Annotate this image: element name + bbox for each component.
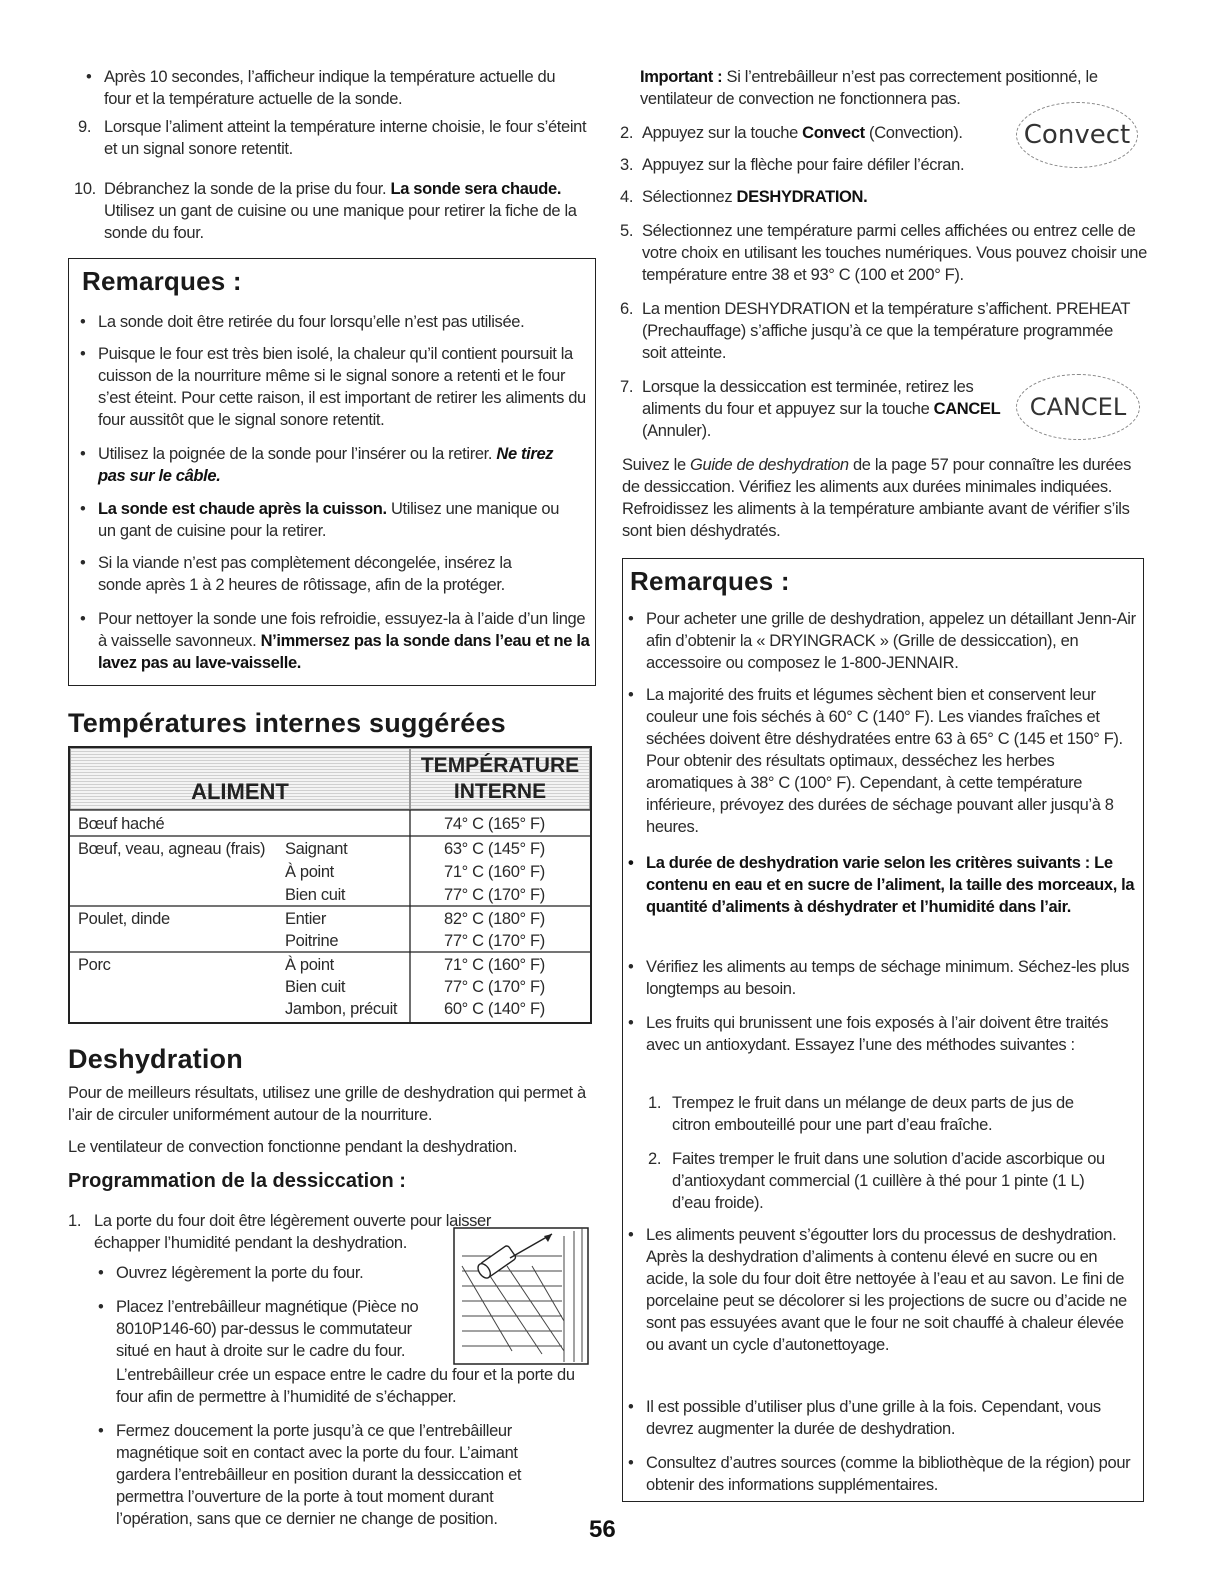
temperatures-heading: Températures internes suggérées: [68, 708, 506, 738]
method-1-text: Trempez le fruit dans un mélange de deux parts de jus de citron embouteillé pour une part d’eau fraîche.: [672, 1094, 1074, 1134]
remarks-title-right: Remarques :: [630, 566, 790, 596]
intro-bullet: • Après 10 secondes, l’afficheur indique la température actuelle du four et la température actuelle de la sonde.: [104, 66, 574, 110]
right-step-4-key: DESHYDRATION.: [736, 188, 868, 206]
method-1-number: 1.: [648, 1094, 662, 1112]
remark-left-1: • La sonde doit être retirée du four lorsqu’elle n’est pas utilisée.: [98, 311, 588, 333]
right-step-6-number: 6.: [620, 300, 634, 318]
step-10-text-c: Utilisez un gant de cuisine ou une manique pour retirer la fiche de la sonde du four.: [104, 202, 577, 242]
right-step-7-text-a: Lorsque la dessiccation est terminée, retirez les aliments du four et appuyez sur la touche: [642, 378, 974, 418]
remarks-title-left: Remarques :: [82, 266, 242, 296]
remark-left-4-b: Utilisez une manique ou un gant de cuisine pour la retirer.: [98, 500, 560, 540]
programming-heading: Programmation de la dessiccation :: [68, 1170, 406, 1192]
right-step-7-number: 7.: [620, 378, 634, 396]
remark-right-1: • Pour acheter une grille de deshydration, appelez un détaillant Jenn-Air afin d’obtenir la « DRYINGRACK » (Grille de dessiccation), en accessoire ou composez le 1-800-JENNAIR.: [646, 608, 1136, 674]
table-cut-4a: À point: [285, 956, 334, 974]
table-cut-2c: Bien cuit: [285, 886, 346, 904]
right-step-4-text-a: Sélectionnez: [642, 188, 733, 206]
page-number: 56: [589, 1516, 616, 1543]
remark-right-3: • La durée de deshydration varie selon les critères suivants : Le contenu en eau et en sucre de l’aliment, la taille des morceaux, la quantité d’aliments à déshydrater et l’humidité dans l’air.: [646, 852, 1136, 918]
remark-left-4-a: La sonde est chaude après la cuisson.: [98, 500, 387, 518]
table-food-2: Bœuf, veau, agneau (frais): [78, 840, 266, 858]
table-cut-2a: Saignant: [285, 840, 348, 858]
remark-right-5-method-1: [648, 1092, 1112, 1136]
right-step-6: [620, 298, 1132, 364]
table-temp-2c: 77° C (170° F): [444, 886, 545, 904]
right-step-4-number: 4.: [620, 188, 634, 206]
step-10-warning: La sonde sera chaude.: [390, 180, 562, 198]
guide-title: Guide de deshydration: [690, 456, 849, 474]
method-2-number: 2.: [648, 1150, 662, 1168]
table-temp-3a: 82° C (180° F): [444, 910, 545, 928]
table-temp-2b: 71° C (160° F): [444, 863, 545, 881]
right-step-7-text-c: (Annuler).: [642, 422, 711, 440]
remark-right-2: • La majorité des fruits et légumes sèchent bien et conservent leur couleur une fois séchés à 60° C (140° F). Les viandes fraîches et séchées doivent être déshydratées entre 63 à 65° C (145 et 150° F). Pour obtenir des résultats optimaux, desséchez les herbes aromatiques à 38° C (100° F). Cependant, à cette température inférieure, prévoyez des durées de séchage pouvant aller jusqu’à 8 heures.: [646, 684, 1136, 838]
right-step-2-text-a: Appuyez sur la touche: [642, 124, 798, 142]
method-2-text: Faites tremper le fruit dans une solution d’acide ascorbique ou d’antioxydant commercial (1 cuillère à thé pour 1 pinte (1 L) d’eau froide).: [672, 1150, 1105, 1212]
important-text: Si l’entrebâilleur n’est pas correctement positionné, le ventilateur de convection ne fonctionnera pas.: [640, 68, 1098, 108]
table-cut-4c: Jambon, précuit: [285, 1000, 398, 1018]
remark-right-5: • Les fruits qui brunissent une fois exposés à l’air doivent être traités avec un antioxydant. Essayez l’une des méthodes suivantes :: [646, 1012, 1116, 1056]
guide-text-c: de la page 57 pour connaître les durées de dessiccation. Vérifiez les aliments aux durées minimales indiquées. Refroidissez les aliments à la température ambiante avant de vérifier s’ils sont bien déshydratés.: [622, 456, 1132, 540]
table-cut-3a: Entier: [285, 910, 327, 928]
table-food-3: Poulet, dinde: [78, 910, 170, 928]
step-10-number: 10.: [74, 180, 96, 198]
right-step-7-key: CANCEL: [933, 400, 1001, 418]
right-step-3: [620, 154, 1002, 176]
right-step-5-text: Sélectionnez une température parmi celles affichées ou entrez celle de votre choix en utilisant les touches numériques. Vous pouvez choisir une température entre 38 et 93° C (100 et 200° F).: [642, 222, 1147, 284]
right-step-2-number: 2.: [620, 124, 634, 142]
remark-right-6: • Les aliments peuvent s’égoutter lors du processus de deshydration. Après la deshydration d’aliments à contenu élevé en sucre ou en acide, la sole du four doit être nettoyée à l’eau et au savon. Le fini de porcelaine peut se décolorer si les projections de sucre ou d’acide ne sont pas essuyées avant que le four ne soit chauffé à chaleur élevée ou avant un cycle d’autonettoyage.: [646, 1224, 1136, 1356]
remark-left-3-b: Ne tirez pas sur le câble.: [98, 445, 554, 485]
step-9-text: Lorsque l’aliment atteint la température interne choisie, le four s’éteint et un signal sonore retentit.: [104, 118, 587, 158]
prog-step-1-text: La porte du four doit être légèrement ouverte pour laisser échapper l’humidité pendant la deshydration.: [94, 1212, 492, 1252]
remark-left-3-a: Utilisez la poignée de la sonde pour l’insérer ou la retirer.: [98, 445, 493, 463]
remark-left-5: • Si la viande n’est pas complètement décongelée, insérez la sonde après 1 à 2 heures de rôtissage, afin de la protéger.: [98, 552, 558, 596]
remark-left-6-b: N’immersez pas la sonde dans l’eau et ne la lavez pas au lave-vaisselle.: [98, 632, 590, 672]
right-step-2: [620, 122, 1002, 144]
right-step-3-text: Appuyez sur la flèche pour faire défiler l’écran.: [642, 156, 965, 174]
guide-text-a: Suivez le: [622, 456, 686, 474]
table-temp-4a: 71° C (160° F): [444, 956, 545, 974]
table-food-1: Bœuf haché: [78, 815, 165, 833]
remark-left-2: • Puisque le four est très bien isolé, la chaleur qu’il contient poursuit la cuisson de la nourriture même si le signal sonore a retenti et le four s’est éteint. Pour cette raison, il est important de retirer les aliments du four aussitôt que le signal sonore retentit.: [98, 343, 590, 431]
table-header-temp-line2: INTERNE: [453, 780, 547, 803]
table-cut-4b: Bien cuit: [285, 978, 346, 996]
table-header-aliment: ALIMENT: [70, 748, 410, 810]
prog-bullet-2-continued: L’entrebâilleur crée un espace entre le cadre du four et la porte du four afin de permettre à l’humidité de s’échapper.: [116, 1366, 575, 1406]
remark-right-5-method-2: [648, 1148, 1112, 1214]
right-step-3-number: 3.: [620, 156, 634, 174]
right-step-5: [620, 220, 1152, 286]
important-label: Important :: [640, 68, 723, 86]
dehydration-paragraph-1: Pour de meilleurs résultats, utilisez une grille de deshydration qui permet à l’air de circuler uniformément autour de la nourriture.: [68, 1084, 586, 1124]
right-step-7: [620, 376, 1002, 442]
prog-bullet-3: • Fermez doucement la porte jusqu’à ce que l’entrebâilleur magnétique soit en contact avec la porte du four. L’aimant gardera l’entrebâilleur en position durant la dessiccation et permettra l’ouverture de la porte à tout moment durant l’opération, sans que ce dernier ne change de position.: [116, 1420, 566, 1530]
table-food-4: Porc: [78, 956, 111, 974]
convect-key-icon: Convect: [1016, 102, 1138, 168]
remark-right-8: • Consultez d’autres sources (comme la bibliothèque de la région) pour obtenir des informations supplémentaires.: [646, 1452, 1136, 1496]
table-temp-4c: 60° C (140° F): [444, 1000, 545, 1018]
dehydration-paragraph-2: Le ventilateur de convection fonctionne pendant la deshydration.: [68, 1138, 518, 1156]
prog-bullet-1: • Ouvrez légèrement la porte du four.: [116, 1262, 446, 1284]
right-step-6-text: La mention DESHYDRATION et la température s’affichent. PREHEAT (Prechauffage) s’affiche jusqu’à ce que la température programmée soit atteinte.: [642, 300, 1130, 362]
prog-bullet-2: • Placez l’entrebâilleur magnétique (Pièce no 8010P146-60) par-dessus le commutateur situé en haut à droite sur le cadre du four.: [116, 1296, 446, 1362]
table-cut-3b: Poitrine: [285, 932, 339, 950]
dehydration-heading: Deshydration: [68, 1044, 243, 1074]
cancel-key-icon: CANCEL: [1016, 374, 1140, 440]
table-temp-4b: 77° C (170° F): [444, 978, 545, 996]
step-9-number: 9.: [78, 118, 92, 136]
right-step-4: [620, 186, 1042, 208]
prog-step-1-number: 1.: [68, 1212, 82, 1230]
right-step-2-key: Convect: [802, 124, 865, 142]
door-latch-illustration: [452, 1226, 592, 1368]
step-10-text-a: Débranchez la sonde de la prise du four.: [104, 180, 387, 198]
table-temp-3b: 77° C (170° F): [444, 932, 545, 950]
remark-right-4: • Vérifiez les aliments au temps de séchage minimum. Séchez-les plus longtemps au besoin.: [646, 956, 1136, 1000]
table-cut-2b: À point: [285, 863, 334, 881]
table-header-temp-line1: TEMPÉRATURE: [420, 754, 580, 777]
table-temp-1: 74° C (165° F): [444, 815, 545, 833]
right-step-2-text-c: (Convection).: [869, 124, 963, 142]
remark-right-7: • Il est possible d’utiliser plus d’une grille à la fois. Cependant, vous devrez augmenter la durée de deshydration.: [646, 1396, 1106, 1440]
remark-left-6-a: Pour nettoyer la sonde une fois refroidie, essuyez-la à l’aide d’un linge à vaisselle savonneux.: [98, 610, 586, 650]
right-step-5-number: 5.: [620, 222, 634, 240]
guide-paragraph: [622, 454, 1142, 542]
table-temp-2a: 63° C (145° F): [444, 840, 545, 858]
